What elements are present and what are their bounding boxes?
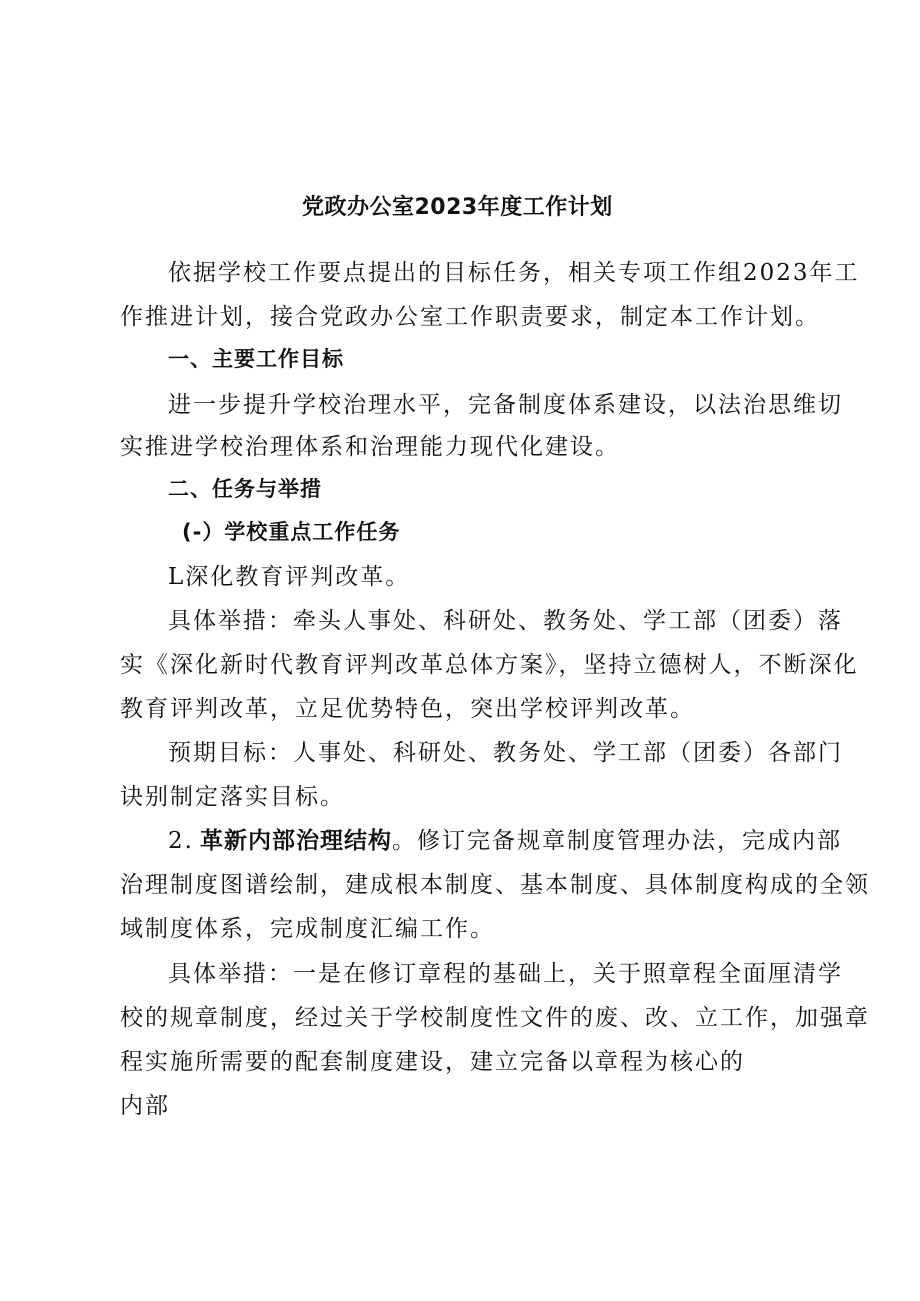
intro-line-1: 依据学校工作要点提出的目标任务，相关专项工作组2023年工 xyxy=(168,260,860,286)
item-2-bold-title: 革新内部治理结构 xyxy=(199,828,392,854)
subsection-heading: (-）学校重点工作任务 xyxy=(182,520,401,544)
section-1-heading: 一、主要工作目标 xyxy=(168,347,344,371)
document-title: 党政办公室2023年度工作计划 xyxy=(302,195,613,220)
item-1-goals-line-1: 预期目标：人事处、科研处、教务处、学工部（团委）各部门 xyxy=(168,740,843,766)
item-1-goals-line-2: 诀别制定落实目标。 xyxy=(120,784,345,810)
item-2-first-line xyxy=(168,830,842,853)
section-2-heading: 二、任务与举措 xyxy=(168,477,322,501)
section-1-line-2: 实推进学校治理体系和治理能力现代化建设。 xyxy=(120,434,620,460)
item-2-number: 2. xyxy=(168,828,194,854)
item-2-line-2: 治理制度图谱绘制，建成根本制度、基本制度、具体制度构成的全领 xyxy=(120,872,870,898)
item-1-measures-line-3: 教育评判改革，立足优势特色，突出学校评判改革。 xyxy=(120,696,695,722)
item-2-line-3: 域制度体系，完成制度汇编工作。 xyxy=(120,916,495,942)
intro-line-2: 作推进计划，接合党政办公室工作职责要求，制定本工作计划。 xyxy=(120,304,820,330)
item-2-measures-line-4: 内部 xyxy=(120,1093,170,1119)
item-2-measures-line-2: 校的规章制度，经过关于学校制度性文件的废、改、立工作，加强章 xyxy=(120,1005,870,1031)
item-1-measures-line-2: 实《深化新时代教育评判改革总体方案》，坚持立德树人，不断深化 xyxy=(120,652,859,678)
item-2-first-line-rest: 。修订完备规章制度管理办法，完成内部 xyxy=(391,828,842,854)
item-1-title: L深化教育评判改革。 xyxy=(168,564,411,590)
item-1-measures-line-1: 具体举措：牵头人事处、科研处、教务处、学工部（团委）落 xyxy=(168,608,843,634)
section-1-line-1: 进一步提升学校治理水平，完备制度体系建设，以法治思维切 xyxy=(168,392,843,418)
item-2-measures-line-1: 具体举措：一是在修订章程的基础上，关于照章程全面厘清学 xyxy=(168,961,843,987)
item-2-measures-line-3: 程实施所需要的配套制度建设，建立完备以章程为核心的 xyxy=(120,1049,745,1075)
